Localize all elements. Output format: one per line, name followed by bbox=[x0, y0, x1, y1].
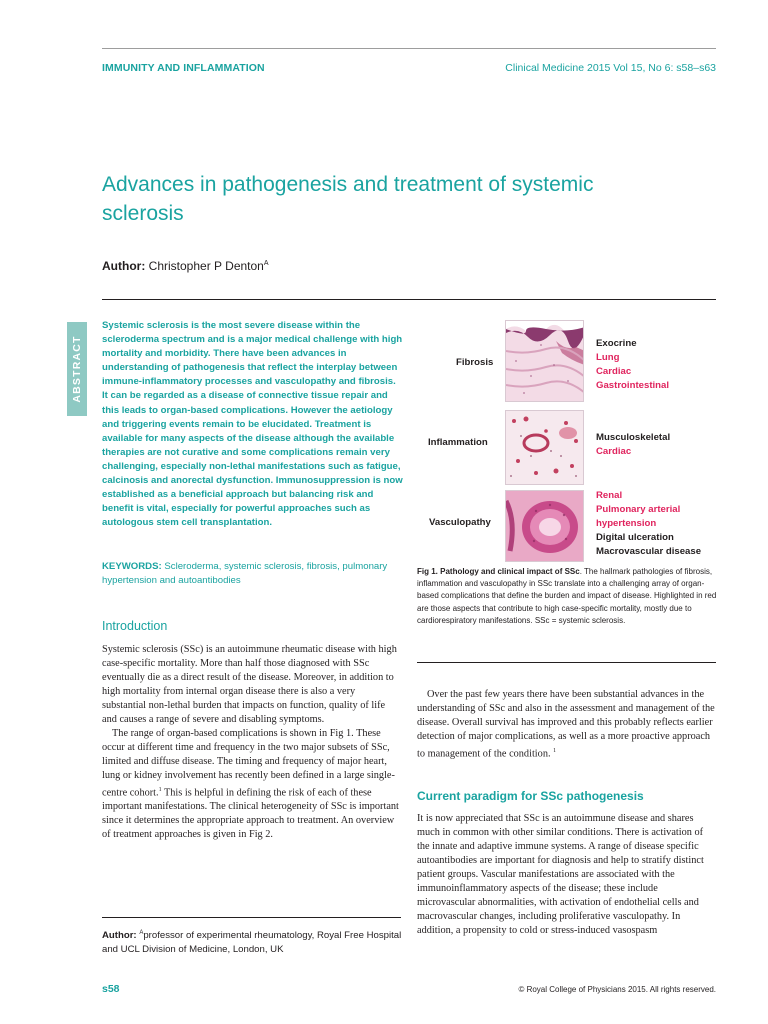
figure-caption bbox=[417, 566, 717, 627]
abstract-tab-label: ABSTRACT bbox=[71, 335, 83, 403]
keywords-text: Scleroderma, systemic sclerosis, fibrosis, pulmonary hypertension and autoantibodies bbox=[102, 561, 388, 586]
figure-row-label-inflammation: Inflammation bbox=[428, 437, 488, 448]
pathogenesis-body: It is now appreciated that SSc is an autoimmune disease and shares much in common with other similar conditions. There is activation of the innate and adaptive immune systems. A range of disease specific autoantibodies are important for diagnosis and help to stratify distinct patient groups. Vascular manifestations are associated with the immunoinflammatory aspects of the disease; these include microvascular abnormalities, with activation of endothelial cells and macrovascular changes, including proliferative vasculopathy. In addition, a propensity to cold or stress-induced vasospasm bbox=[417, 813, 704, 936]
intro-paragraph-2 bbox=[102, 727, 401, 842]
introduction-heading: Introduction bbox=[102, 619, 168, 633]
inflammation-histology-image bbox=[505, 410, 584, 485]
fibrosis-complications-list bbox=[596, 337, 669, 393]
complication-item: Gastrointestinal bbox=[596, 380, 670, 391]
author-note-label: Author: bbox=[102, 930, 137, 942]
citation-sup: 1 bbox=[158, 787, 162, 793]
author-label: Author: bbox=[102, 259, 146, 273]
complication-item: Cardiac bbox=[596, 446, 632, 457]
complication-item: Macrovascular disease bbox=[596, 546, 702, 557]
author-note-sup: A bbox=[139, 930, 144, 936]
complication-item: Cardiac bbox=[596, 366, 632, 377]
author-affil-sup: A bbox=[263, 260, 269, 267]
keywords bbox=[102, 560, 402, 588]
title-divider bbox=[102, 299, 716, 300]
keywords-label: KEYWORDS: bbox=[102, 561, 162, 572]
figure-row-label-fibrosis: Fibrosis bbox=[456, 357, 494, 368]
abstract-text: Systemic sclerosis is the most severe disease within the scleroderma spectrum and is a major medical challenge with high mortality and morbidity. There have been advances in understanding of pathogenesis that reflect the interplay between immune-inflammatory processes and vasculopathy and fibrosis. It can be regarded as a disease of connective tissue repair and this leads to organ-based complications. However the aetiology and triggering events remain to be elucidated. Treatment is available for many aspects of the disease although the available therapies are not curative and some complications remain very challenging, especially non-lethal manifestations such as fatigue, calcinosis and anorectal dysfunction. Immunosuppression is now established as a beneficial approach but balancing risk and benefit is vital, especially for powerful approaches such as autologous stem cell transplantation. bbox=[102, 320, 403, 529]
abstract-tab bbox=[67, 322, 87, 416]
complication-item: Exocrine bbox=[596, 338, 637, 349]
complication-item: Pulmonary arterial bbox=[596, 504, 681, 515]
pathogenesis-heading: Current paradigm for SSc pathogenesis bbox=[417, 789, 644, 803]
figure-divider bbox=[417, 662, 716, 663]
section-label: IMMUNITY AND INFLAMMATION bbox=[102, 62, 265, 74]
author-name: Christopher P Denton bbox=[148, 259, 264, 273]
author-line bbox=[102, 259, 269, 273]
vasculopathy-complications-list bbox=[596, 489, 701, 559]
inflammation-complications-list bbox=[596, 431, 670, 459]
intro-p2-part-a: The range of organ-based complications is shown in Fig 1. These occur at different time and frequency in the two major subsets of SSc, limited and diffuse disease. The timing and frequency of major heart, lung or kidney involvement has recently been defined in a large single-centre cohort. bbox=[102, 728, 395, 799]
fibrosis-histology-image bbox=[505, 320, 584, 402]
article-title: Advances in pathogenesis and treatment of systemic sclerosis bbox=[102, 173, 594, 225]
figure-row-label-vasculopathy: Vasculopathy bbox=[429, 517, 491, 528]
right-column-intro bbox=[417, 688, 717, 761]
page-number: s58 bbox=[102, 983, 120, 995]
complication-item: Renal bbox=[596, 490, 623, 501]
author-affiliation-note bbox=[102, 926, 402, 957]
introduction-body bbox=[102, 643, 401, 842]
footnote-divider bbox=[102, 917, 401, 918]
copyright-notice: © Royal College of Physicians 2015. All rights reserved. bbox=[518, 985, 716, 994]
journal-citation: Clinical Medicine 2015 Vol 15, No 6: s58–s63 bbox=[505, 62, 716, 74]
complication-item: Musculoskeletal bbox=[596, 432, 671, 443]
complication-item: Lung bbox=[596, 352, 620, 363]
figure-caption-text: . The hallmark pathologies of fibrosis, inflammation and vasculopathy in SSc translate into a challenging array of organ-based complications that define the burden and impact of disease. Highlighted in red are those aspects that contribute to high case-specific mortality, mostly due to cardiorespiratory manifestations. SSc = systemic sclerosis. bbox=[417, 567, 717, 625]
citation-sup: 1 bbox=[553, 748, 557, 754]
author-note-text: professor of experimental rheumatology, Royal Free Hospital and UCL Division of Medicine, London, UK bbox=[102, 930, 402, 956]
complication-item: Digital ulceration bbox=[596, 532, 674, 543]
header-rule bbox=[102, 48, 716, 49]
complication-item: hypertension bbox=[596, 518, 657, 529]
intro-p2-part-b: This is helpful in defining the risk of each of these important manifestations. The clinical heterogeneity of SSc is important since it determines the appropriate approach to treatment. An overview of treatment approaches is given in Fig 2. bbox=[102, 787, 399, 841]
vasculopathy-histology-image bbox=[505, 490, 584, 562]
right-paragraph-1 bbox=[417, 688, 717, 761]
intro-paragraph-1: Systemic sclerosis (SSc) is an autoimmune rheumatic disease with high case-specific mortality. More than half those diagnosed with SSc eventually die as a direct result of the disease. Moreover, in addition to high mortality from internal organ disease there is also a very substantial non-lethal burden that impacts on function, quality of life and causes a range of severe and disabling symptoms. bbox=[102, 644, 397, 725]
figure-caption-title: Fig 1. Pathology and clinical impact of SSc bbox=[417, 567, 580, 576]
right-p1-text: Over the past few years there have been substantial advances in the understanding of SSc and also in the assessment and management of the disease. Overall survival has improved and this probably reflects earlier detection of major complications, as well as a more proactive approach to management of the condition. bbox=[417, 689, 715, 760]
